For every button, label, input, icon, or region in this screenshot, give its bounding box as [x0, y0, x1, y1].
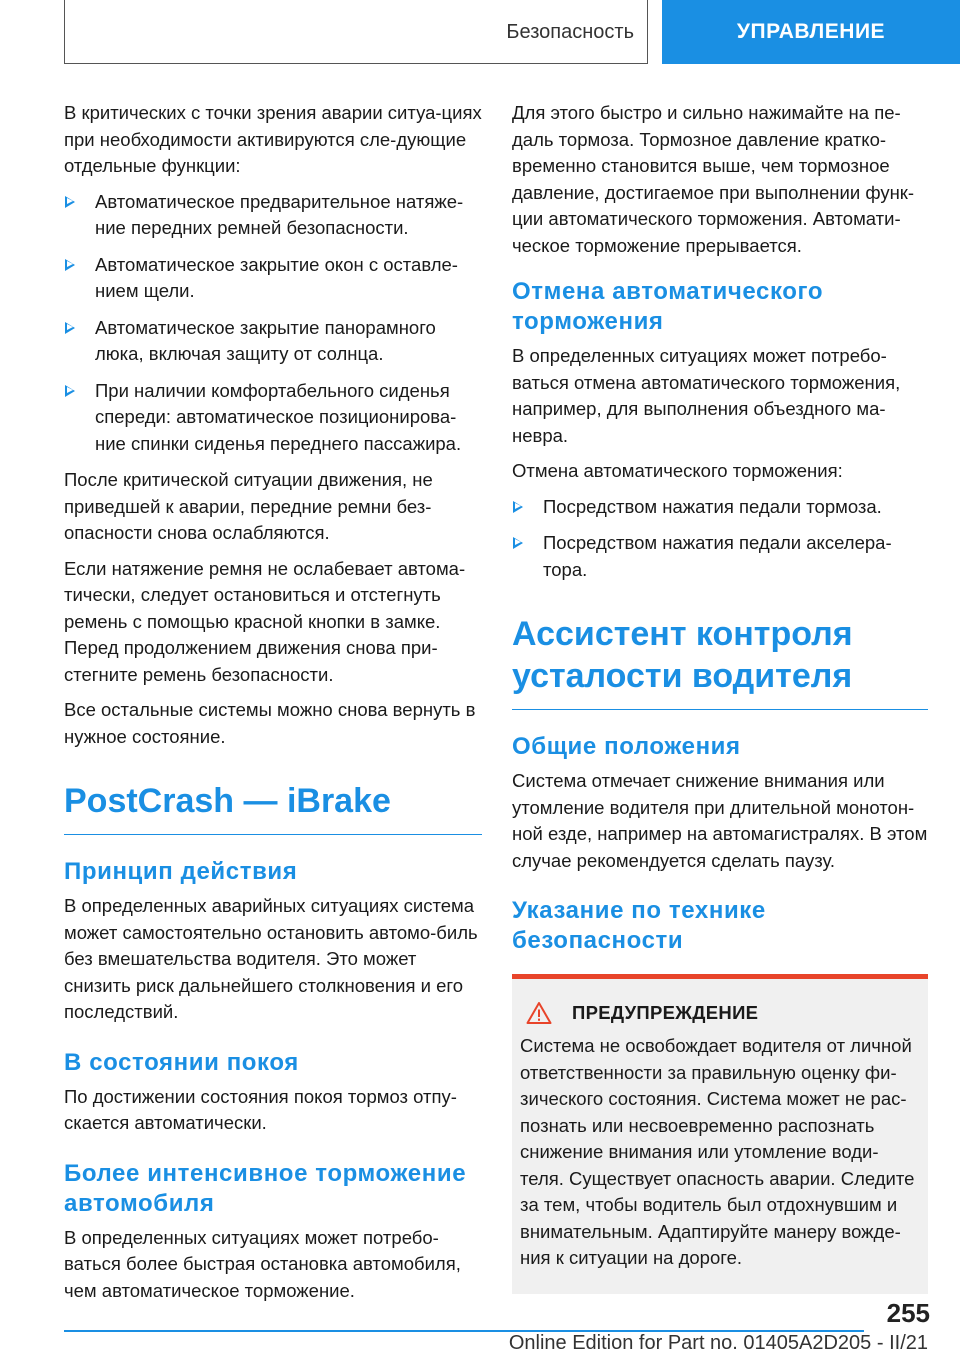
right-column	[512, 100, 928, 1294]
triangle-bullet-icon	[65, 322, 75, 334]
subheading-general: Общие положения	[512, 733, 741, 760]
triangle-bullet-icon	[65, 385, 75, 397]
section-title-fatigue-assistant: Ассистент контроля усталости водителя	[512, 613, 928, 710]
list-item: Посредством нажатия педали тормоза.	[512, 494, 928, 521]
warning-triangle-icon	[526, 1001, 552, 1025]
brake-pedal-paragraph: Для этого быстро и сильно нажимайте на пе-даль тормоза. Тормозное давление кратко-временно становится выше, чем тормозное давление, достигаемое при выполнении функ-ции автоматического торможения. Автомати-ческое торможение прерывается.	[512, 102, 915, 256]
list-item: Автоматическое закрытие окон с оставле-нием щели.	[64, 252, 482, 305]
warning-box	[512, 974, 928, 1294]
subheading-safety-note: Указание по технике безопасности	[512, 897, 766, 954]
subheading-stronger-braking: Более интенсивное торможение автомобиля	[64, 1159, 467, 1217]
list-item: Посредством нажатия педали акселера-тора.	[512, 530, 928, 583]
intro-paragraph: В критических с точки зрения аварии ситуа-циях при необходимости активируются сле-дующие отдельные функции:	[64, 102, 482, 176]
general-paragraph: Система отмечает снижение внимания или утомление водителя при длительной монотон-ной езде, например на автомагистралях. В этом случае рекомендуется сделать паузу.	[512, 770, 928, 871]
cancel-methods-list	[512, 494, 928, 584]
header-section-title: Безопасность	[506, 20, 634, 43]
page-number: 255	[886, 1298, 930, 1328]
list-item: При наличии комфортабельного сиденья спереди: автоматическое позиционирова-ние спинки сиденья переднего пассажира.	[64, 378, 482, 458]
subheading-rest: В состоянии покоя	[64, 1048, 299, 1076]
crash-functions-list	[64, 189, 482, 458]
warning-title: ПРЕДУПРЕЖДЕНИЕ	[572, 1002, 759, 1023]
triangle-bullet-icon	[513, 537, 523, 549]
footer-edition: Online Edition for Part no. 01405A2D205 - II/21	[508, 1332, 928, 1354]
rest-paragraph: По достижении состояния покоя тормоз отпу-скается автоматически.	[64, 1085, 457, 1133]
subheading-principle: Принцип действия	[64, 858, 298, 885]
restore-systems-paragraph: Все остальные системы можно снова вернуть в нужное состояние.	[64, 699, 476, 747]
triangle-bullet-icon	[65, 196, 75, 208]
section-title-postcrash: PostCrash — iBrake	[64, 780, 482, 835]
page-header	[0, 0, 960, 66]
subheading-cancel-braking: Отмена автоматического торможения	[512, 278, 824, 335]
triangle-bullet-icon	[65, 259, 75, 271]
principle-paragraph: В определенных аварийных ситуациях система может самостоятельно остановить автомо-биль без вмешательства водителя. Это может снизить риск дальнейшего столкновения и его последствий.	[64, 895, 478, 1022]
cancel-paragraph: В определенных ситуациях может потребо-ваться отмена автоматического торможения, например, для выполнения объездного ма-невра.	[512, 345, 901, 446]
header-chapter-tab: УПРАВЛЕНИЕ	[662, 0, 960, 64]
warning-header	[520, 1001, 920, 1025]
stronger-braking-paragraph: В определенных ситуациях может потребо-ваться более быстрая остановка автомобиля, чем автоматическое торможение.	[64, 1226, 461, 1301]
left-column	[64, 100, 482, 1313]
warning-text: Система не освобождает водителя от личной ответственности за правильную оценку фи-зического состояния. Система может не рас-познать или несвоевременно распознать снижение внимания или утомление води-теля. Существует опасность аварии. Следите за тем, чтобы водитель был отдохнувшим и внимательным. Адаптируйте манеру вожде-ния к ситуации на дороге.	[520, 1035, 915, 1268]
belt-release-paragraph: Если натяжение ремня не ослабевает автома-тически, следует остановиться и отстегнуть ремень с помощью красной кнопки в замке. Перед продолжением движения снова при-стегните ремень безопасности.	[64, 557, 466, 685]
after-critical-paragraph: После критической ситуации движения, не приведшей к аварии, передние ремни без-опасности снова ослабляются.	[64, 469, 433, 543]
list-item: Автоматическое закрытие панорамного люка, включая защиту от солнца.	[64, 315, 482, 368]
triangle-bullet-icon	[513, 501, 523, 513]
cancel-label: Отмена автоматического торможения:	[512, 460, 843, 481]
list-item: Автоматическое предварительное натяже-ние передних ремней безопасности.	[64, 189, 482, 242]
